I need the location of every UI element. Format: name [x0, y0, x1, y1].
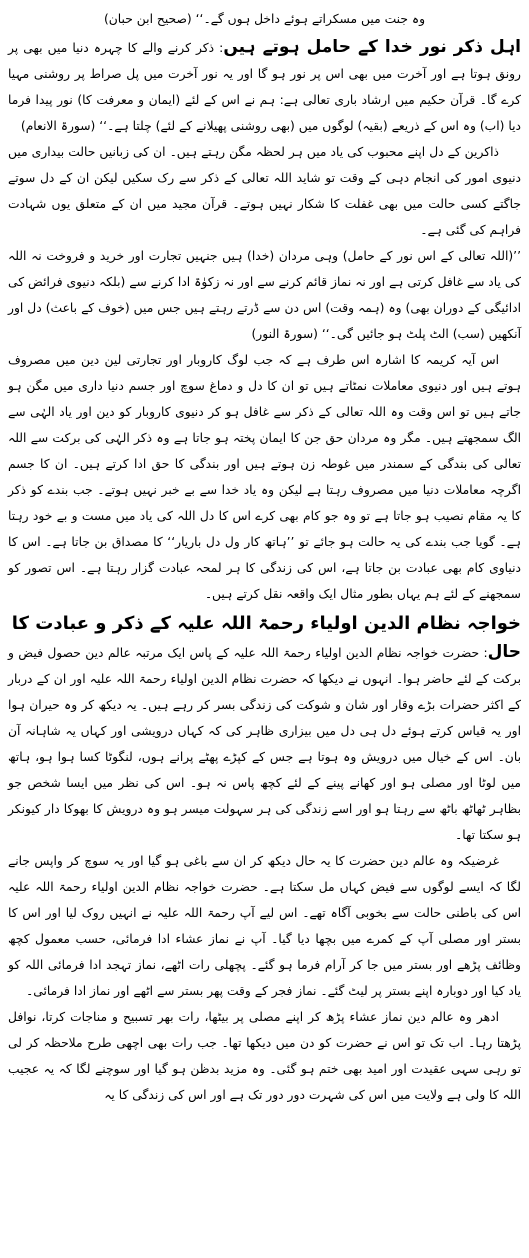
intro-line: وہ جنت میں مسکراتے ہوئے داخل ہوں گے۔‘‘ (صحیح ابن حبان): [103, 12, 426, 26]
section2-paragraph-1: [8, 639, 521, 848]
section2-lead-word: حال: [487, 642, 521, 662]
section1-p1-text: : ذکر کرنے والے کا چہرہ دنیا میں بھی پر رونق ہوتا ہے اور آخرت میں بھی اس پر نور ہو گا اور یہ نور آخرت میں پل صراط پر روشنی مہیا کرے گا۔ قرآن حکیم میں ارشاد باری تعالی ہے: ہم نے اس کے لئے (ایمان و معرفت کا) نور پیدا فرما دیا (اب) وہ اس کے ذریعے (بقیہ) لوگوں میں (بھی روشنی پھیلانے کے لئے) چلتا ہے۔‘‘ (سورۃ الانعام): [8, 41, 521, 133]
section1-paragraph-4: اس آیہ کریمہ کا اشارہ اس طرف ہے کہ جب لوگ کاروبار اور تجارتی لین دین میں مصروف ہوتے ہیں اور دنیوی معاملات نمٹاتے ہیں تو ان کا دل و دماغ سوچ اور جسم دنیا داری میں مگن ہو جاتے ہیں تو اس وقت وہ اللہ تعالی کے ذکر سے غافل ہو کر دنیوی کاروبار کو دین اور یاد الہٰی سے الگ سمجھتے ہیں۔ مگر وہ مردان حق جن کا ایمان پختہ ہو جاتا ہے وہ ذکر الہٰی کی برکت سے اللہ تعالی کی بندگی کے سمندر میں غوطہ زن ہوتے ہیں اور بندگی کا حق ادا کرتے ہیں۔ ان کا جسم اگرچہ معاملات دنیا میں مصروف رہتا ہے لیکن وہ یاد خدا سے بے خبر نہیں ہوتے۔ جب بندے کو ذکر کا یہ مقام نصیب ہو جاتا ہے تو وہ جو کام بھی کرے اس کا دل اللہ کی یاد میں مست و بے خود رہتا ہے۔ گویا جب بندے کی یہ حالت ہو جائے تو ’’ہاتھ کار ول دل باریار‘‘ کا مصداق بن جاتا ہے۔ اس کا دنیاوی کام بھی عبادت بن جاتا ہے، اس کی زندگی کا ہر لمحہ عبادت گزار رہتا ہے۔ اس تصور کو سمجھنے کے لئے ہم یہاں بطور مثال ایک واقعہ نقل کرتے ہیں۔: [8, 353, 521, 601]
section1-paragraph-1: [8, 34, 521, 139]
section2-heading: خواجہ نظام الدین اولیاء رحمۃ اللہ علیہ کے ذکر و عبادت کا: [11, 613, 521, 634]
section2-paragraph-2: غرضیکہ وہ عالم دین حضرت کا یہ حال دیکھ کر ان سے باغی ہو گیا اور یہ سوچ کر واپس جانے لگا کہ ایسے لوگوں سے فیض کہاں مل سکتا ہے۔ حضرت خواجہ نظام الدین اولیاء رحمۃ اللہ علیہ اس کی باطنی حالت سے بخوبی آگاہ تھے۔ اس لیے آپ رحمۃ اللہ علیہ نے انہیں روک لیا اور اس کا بستر اور مصلی آپ کے کمرے میں بچھا دیا گیا۔ آپ نے نماز عشاء ادا فرمائی، حسب معمول کچھ وظائف پڑھے اور بستر میں جا کر آرام فرما ہو گئے۔ پچھلی رات اٹھے، نماز تہجد ادا فرمائی اللہ کو یاد کیا اور دوبارہ اپنے بستر پر لیٹ گئے۔ نماز فجر کے وقت پھر بستر سے اٹھے اور نماز ادا فرمائی۔: [8, 854, 521, 998]
section2-p1-text: : حضرت خواجہ نظام الدین اولیاء رحمۃ اللہ علیہ کے پاس ایک مرتبہ عالم دین حصول فیض و برکت کے لئے حاضر ہوا۔ انہوں نے دیکھا کہ حضرت نظام الدین اولیاء رحمۃ اللہ علیہ اور ان کے دربار کے اکثر حضرات بڑے وقار اور شان و شوکت کی زندگی بسر کر رہے ہیں۔ یہ دیکھ کر وہ حیران ہوا اور یہ قیاس کرتے ہوئے دل ہی دل میں بیزاری ظاہر کی کہ کہاں درویشی اور کہاں یہ شاہانہ آن بان۔ اس کے خیال میں درویش وہ ہوتا ہے جس کے کپڑے پھٹے پرانے ہوں، لنگوٹا کسا ہوا ہو، ہاتھ میں لوٹا اور مصلی ہو اور کھانے پینے کے لئے کچھ پاس نہ ہو۔ اس کی نظر میں ایسا شخص جو بظاہر ٹھاٹھ باٹھ سے رہتا ہو اور اسے زندگی کی ہر سہولت میسر ہو وہ درویش کا بھوکا دار کیونکر ہو سکتا تھا۔: [8, 646, 521, 842]
section1-heading: اہل ذکر نور خدا کے حامل ہوتے ہیں: [223, 37, 521, 57]
section1-paragraph-3: ’’(اللہ تعالی کے اس نور کے حامل) وہی مردان (خدا) ہیں جنہیں تجارت اور خرید و فروخت نہ اللہ کی یاد سے غافل کرتی ہے اور نہ نماز قائم کرنے سے اور نہ زکوٰۃ ادا کرنے سے (بلکہ دنیوی فرائض کی ادائیگی کے دوران بھی) وہ (ہمہ وقت) اس دن سے ڈرتے رہتے ہیں جس میں (خوف کے باعث) دل اور آنکھیں (سب) الٹ پلٹ ہو جائیں گی۔‘‘ (سورۃ النور): [8, 249, 521, 341]
section1-paragraph-2: ذاکرین کے دل اپنے محبوب کی یاد میں ہر لحظہ مگن رہتے ہیں۔ ان کی زبانیں حالت بیداری میں دنیوی امور کی انجام دہی کے وقت تو شاید اللہ تعالی کے ذکر سے رک سکیں لیکن ان کے دل سوتے جاگتے کسی حالت میں بھی غفلت کا شکار نہیں ہوتے۔ قرآن مجید میں ان کے متعلق یوں شہادت فراہم کی گئی ہے۔: [8, 145, 521, 237]
section2-paragraph-3: ادھر وہ عالم دین نماز عشاء پڑھ کر اپنے مصلی پر بیٹھا، رات بھر تسبیح و مناجات کرتا، نوافل پڑھتا رہا۔ اب تک تو اس نے حضرت کو دن میں دیکھا تھا۔ جب رات بھی اچھی طرح ملاحظہ کر لی تو رہی سہی عقیدت اور امید بھی ختم ہو گئی۔ وہ مزید بدظن ہو گیا اور سوچنے لگا کہ یہ عجیب اللہ کا ولی ہے ولایت میں اس کی شہرت دور دور تک ہے اور اس کی زندگی کا یہ: [8, 1010, 521, 1102]
